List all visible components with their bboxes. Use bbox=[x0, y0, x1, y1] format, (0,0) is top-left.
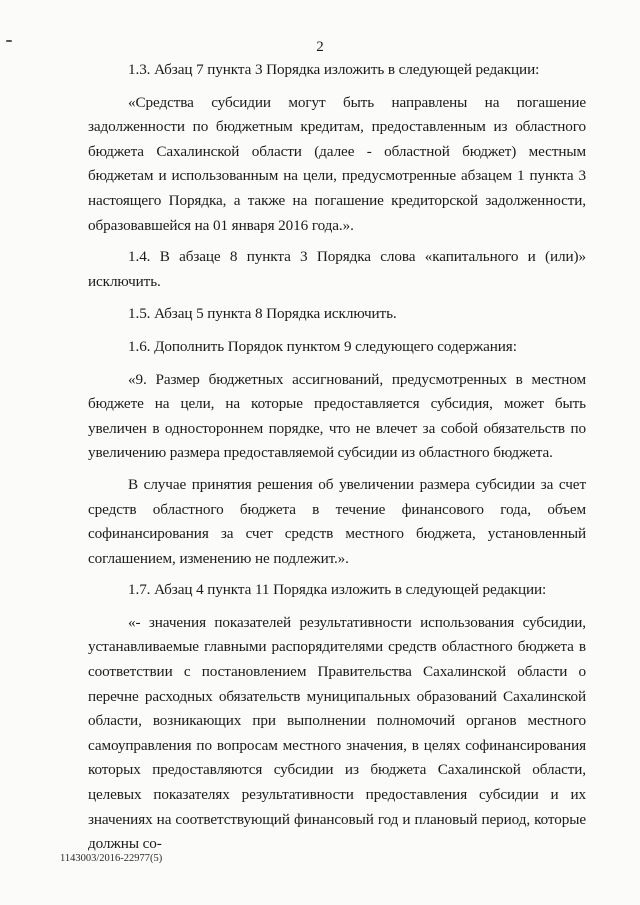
paragraph-1-4: 1.4. В абзаце 8 пункта 3 Порядка слова «капитального и (или)» исключить. bbox=[88, 248, 586, 290]
paragraph-1-7: 1.7. Абзац 4 пункта 11 Порядка изложить в следующей редакции: bbox=[128, 581, 547, 599]
paragraph-1-6-quote-continued: В случае принятия решения об увеличении размера субсидии за счет средств областного бюджета в течение финансового года, объем софинансирования за счет средств местного бюджета, установленный соглашением, изменению не подлежит.». bbox=[88, 475, 586, 567]
paragraph-1-6: 1.6. Дополнить Порядок пунктом 9 следующего содержания: bbox=[128, 337, 517, 355]
paragraph-1-3: 1.3. Абзац 7 пункта 3 Порядка изложить в следующей редакции: bbox=[128, 61, 540, 78]
paragraph-1-7-quote: «- значения показателей результативности использования субсидии, устанавливаемые главными распорядителями средств областного бюджета в соответствии с постановлением Правительства Сахалинской области о перечне расходных обязательств муниципальных образований Сахалинской области, возникающих при выполнении полномочий органов местного самоуправления по вопросам местного значения, в целях софинансирования которых предоставляются субсидии из бюджета Сахалинской области, целевых показателях результативности предоставления субсидии и их значениях на соответствующий финансовый год и плановый период, которые должны со- bbox=[88, 613, 586, 853]
paragraph-1-3-quote: «Средства субсидии могут быть направлены на погашение задолженности по бюджетным кредитам, предоставленным из областного бюджета Сахалинской области (далее - областной бюджет) местным бюджетам и использованным на цели, предусмотренные абзацем 1 пункта 3 настоящего Порядка, а также на погашение кредиторской задолженности, образовавшейся на 01 января 2016 года.». bbox=[88, 93, 586, 234]
document-registration-id: 1143003/2016-22977(5) bbox=[60, 853, 163, 864]
document-body bbox=[88, 58, 586, 864]
paragraph-1-6-quote: «9. Размер бюджетных ассигнований, предусмотренных в местном бюджете на цели, на которые предоставляется субсидия, может быть увеличен в одностороннем порядке, что не влечет за собой обязательств по увеличению размера предоставляемой субсидии из областного бюджета. bbox=[88, 370, 586, 462]
paragraph-1-5: 1.5. Абзац 5 пункта 8 Порядка исключить. bbox=[128, 305, 397, 323]
page-number: 2 bbox=[316, 39, 324, 55]
